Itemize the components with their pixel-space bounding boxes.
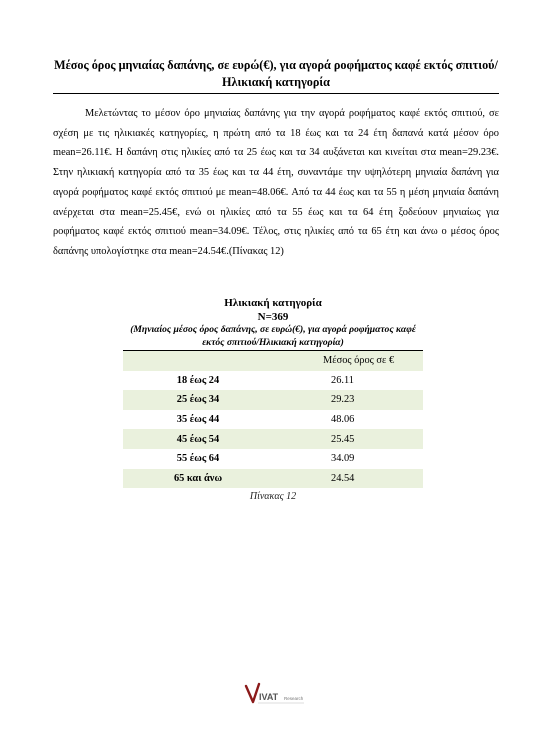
table-caption: Πίνακας 12 [249,491,297,503]
table-title: Ηλικιακή κατηγορία [224,297,322,309]
svg-text:Research: Research [284,696,304,701]
table-row [123,371,423,391]
body-paragraph: Μελετώντας το μέσον όρο μηνιαίας δαπάνης για την αγορά ροφήματος καφέ εκτός σπιτιού, σε σχέση με τις ηλικιακές κατηγορίες, η πρώτη από τα 18 έως και τα 24 έτη δαπανά κατά μέσον όρο mean=26.11€. Η δαπάνη στις ηλικίες από τα 25 έως και τα 34 αυξάνεται και κινείται στα mean=29.23€. Στην ηλικιακή κατηγορία από τα 35 έως και τα 44 έτη, συναντάμε την υψηλότερη μηνιαία δαπάνη για αγορά ροφήματος καφέ εκτός σπιτιού με mean=48.06€. Από τα 44 έως και τα 55 η μέση μηνιαία δαπάνη ανέρχεται στα mean=25.45€, ενώ οι ηλικίες από τα 55 έως και τα 64 έτη ξοδεύουν μηνιαίως για ροφήματος καφέ εκτός σπιτιού mean=34.09€. Τέλος, στις ηλικίες από τα 65 έτη και άνω ο μέσος όρος δαπάνης υπολογίστηκε στα mean=24.54€.(Πίνακας 12) [53,108,499,257]
vivat-logo [244,678,308,708]
row-value: 25.45 [273,429,423,449]
row-value: 26.11 [331,374,354,386]
row-value: 48.06 [331,414,355,426]
table-header-row [123,351,423,371]
table-row [123,390,423,410]
row-label: 35 έως 44 [176,414,220,426]
row-label: 18 έως 24 [176,374,220,386]
svg-text:IVAT: IVAT [259,692,279,702]
row-label: 65 και άνω [123,469,273,489]
table-row [123,410,423,430]
table-header-value: Μέσος όρος σε € [273,351,423,371]
table-row [123,469,423,489]
table-subtitle: (Μηνιαίος μέσος όρος δαπάνης, σε ευρώ(€), για αγορά ροφήματος καφέ εκτός σπιτιού/Ηλικιακή κατηγορία) [123,324,423,351]
table-header-empty-cell [123,351,273,371]
table-row [123,449,423,469]
table-block [123,296,423,502]
table-sample-size: N=369 [257,311,289,323]
row-value: 24.54 [273,469,423,489]
row-value: 34.09 [331,453,355,465]
row-value: 29.23 [273,390,423,410]
row-label: 55 έως 64 [176,453,220,465]
row-label: 45 έως 54 [123,429,273,449]
vivat-logo-graphic [244,678,308,708]
table-row [123,429,423,449]
row-label: 25 έως 34 [123,390,273,410]
data-table [123,351,423,488]
section-heading: Μέσος όρος μηνιαίας δαπάνης, σε ευρώ(€), για αγορά ροφήματος καφέ εκτός σπιτιού/Ηλικιακή κατηγορία [53,57,499,94]
